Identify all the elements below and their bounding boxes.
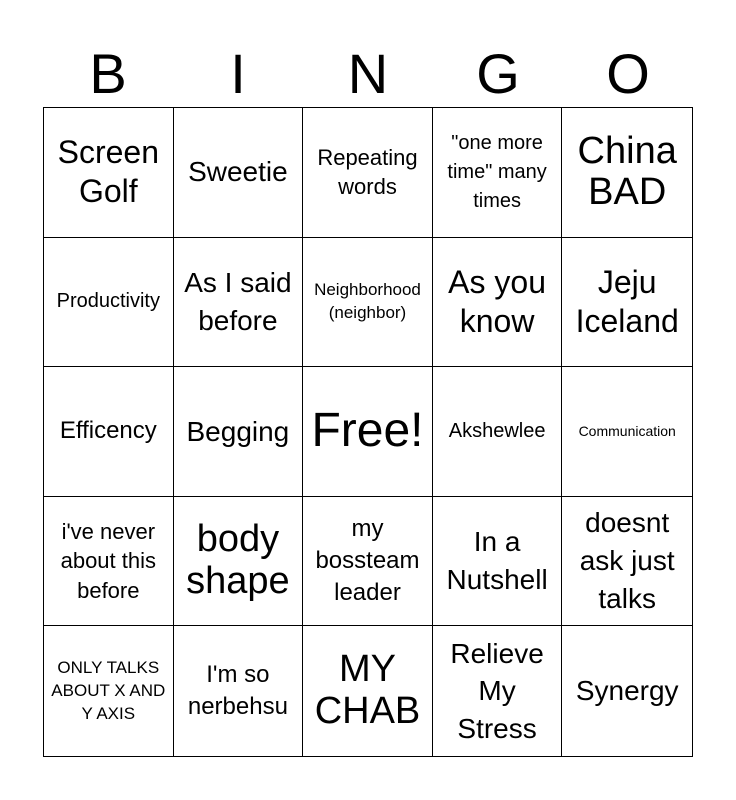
bingo-cell[interactable] — [174, 626, 304, 756]
cell-text: Communication — [578, 423, 676, 440]
bingo-cell[interactable] — [433, 367, 563, 497]
cell-text: Jeju Iceland — [575, 263, 679, 339]
bingo-cell[interactable] — [44, 238, 174, 368]
bingo-cell[interactable] — [303, 497, 433, 627]
bingo-cell[interactable] — [303, 626, 433, 756]
free-space[interactable] — [303, 367, 433, 497]
bingo-cell[interactable] — [174, 497, 304, 627]
cell-text: Efficency — [59, 417, 157, 445]
cell-text: ONLY TALKS ABOUT X AND Y AXIS — [51, 657, 166, 723]
cell-text: Free! — [311, 404, 424, 458]
bingo-header — [43, 40, 693, 108]
cell-text: MY CHAB — [314, 648, 421, 733]
cell-text: Screen Golf — [57, 134, 159, 210]
cell-text: As I said before — [184, 267, 292, 336]
bingo-cell[interactable] — [44, 626, 174, 756]
bingo-cell[interactable] — [303, 238, 433, 368]
bingo-cell[interactable] — [174, 367, 304, 497]
bingo-cell[interactable] — [174, 238, 304, 368]
cell-text: As you know — [448, 263, 546, 339]
bingo-cell[interactable] — [44, 367, 174, 497]
bingo-cell[interactable] — [433, 497, 563, 627]
bingo-cell[interactable] — [44, 497, 174, 627]
bingo-cell[interactable] — [562, 367, 692, 497]
cell-text: In a Nutshell — [446, 526, 548, 596]
bingo-cell[interactable] — [303, 108, 433, 238]
bingo-cell[interactable] — [562, 626, 692, 756]
header-letter-i: I — [230, 42, 246, 105]
cell-text: "one more time" many times — [447, 131, 547, 212]
bingo-board — [43, 107, 693, 757]
bingo-cell[interactable] — [433, 108, 563, 238]
header-letter-n: N — [347, 42, 389, 105]
cell-text: Akshewlee — [448, 419, 546, 442]
cell-text: China BAD — [577, 129, 677, 214]
bingo-cell[interactable] — [562, 497, 692, 627]
cell-text: Begging — [186, 415, 290, 447]
bingo-cell[interactable] — [433, 626, 563, 756]
header-letter-o: O — [606, 42, 650, 105]
cell-text: Neighborhood (neighbor) — [314, 279, 421, 322]
cell-text: my bossteam leader — [315, 514, 420, 607]
header-letter-g: G — [476, 42, 520, 105]
cell-text: doesnt ask just talks — [579, 507, 675, 614]
bingo-cell[interactable] — [562, 108, 692, 238]
cell-text: Synergy — [575, 675, 679, 707]
cell-text: Sweetie — [188, 156, 288, 188]
cell-text: Repeating words — [317, 144, 418, 200]
cell-text: body shape — [186, 518, 290, 603]
cell-text: Productivity — [56, 290, 160, 313]
bingo-cell[interactable] — [44, 108, 174, 238]
cell-text: I'm so nerbehsu — [187, 660, 288, 721]
cell-text: Relieve My Stress — [450, 637, 544, 745]
bingo-cell[interactable] — [562, 238, 692, 368]
bingo-cell[interactable] — [433, 238, 563, 368]
bingo-cell[interactable] — [174, 108, 304, 238]
header-letter-b: B — [89, 42, 127, 105]
cell-text: i've never about this before — [60, 518, 156, 603]
